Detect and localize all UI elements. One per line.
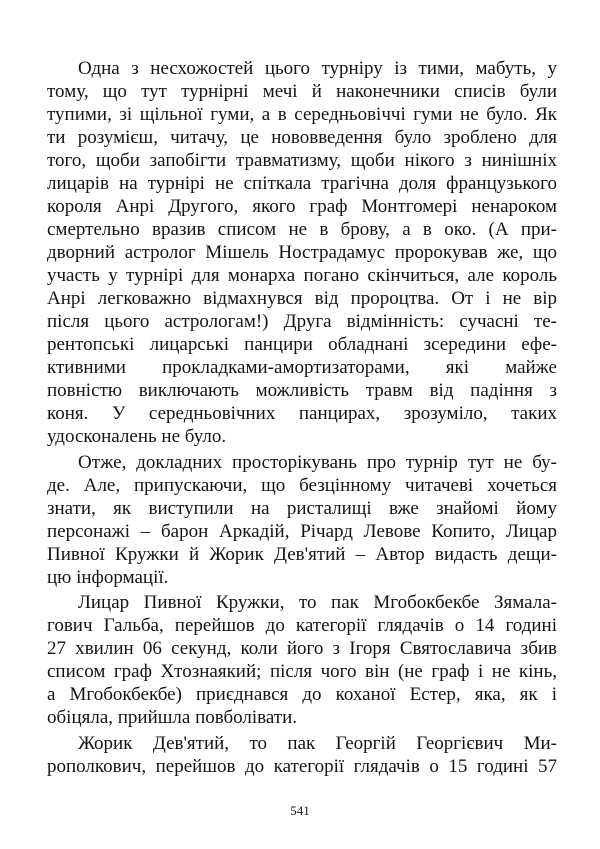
- text-line: Лицар Пивної Кружки, то пак Мгобокбекбе Зямала-: [78, 592, 557, 613]
- text-line: цю інформації.: [47, 567, 169, 588]
- text-line: тупими, зі щільної гуми, а в середньовіччі гуми не було. Як: [47, 104, 557, 125]
- text-line: ти розумієш, читачу, це нововведення було зроблено для: [47, 127, 557, 148]
- text-line: списом граф Хтознаякий; після чого він (не граф і не кінь,: [47, 661, 557, 682]
- text-line: де. Але, припускаючи, що безцінному читачеві хочеться: [47, 475, 557, 496]
- text-line: того, щоби запобігти травматизму, щоби нікого з нинішніх: [47, 150, 557, 171]
- text-line: Одна з несхожостей цього турніру із тими, мабуть, у: [78, 58, 557, 79]
- text-line: після цього астрологам!) Друга відмінність: сучасні те-: [47, 311, 557, 332]
- text-line: участь у турнірі для монарха погано скінчиться, але король: [47, 265, 557, 286]
- text-line: персонажі – барон Аркадій, Річард Левове Копито, Лицар: [47, 521, 557, 542]
- text-line: ктивними прокладками-амортизаторами, які майже: [47, 357, 557, 378]
- text-line: тому, що тут турнірні мечі й наконечники списів були: [47, 81, 557, 102]
- text-line: дворний астролог Мішель Нострадамус пророкував же, що: [47, 242, 557, 263]
- text-line: Жорик Дев'ятий, то пак Георгій Георгієвич Ми-: [78, 733, 557, 754]
- text-line: Отже, докладних просторікувань про турнір тут не бу-: [78, 452, 557, 473]
- text-line: повністю виключають можливість травм від падіння з: [47, 380, 557, 401]
- text-line: Пивної Кружки й Жорик Дев'ятий – Автор видасть дещи-: [47, 544, 557, 565]
- text-line: знати, як виступили на ристалищі вже знайомі йому: [47, 498, 557, 519]
- text-line: смертельно вразив списом не в брову, а в око. (А при-: [47, 219, 557, 240]
- text-line: коня. У середньовічних панцирах, зрозуміло, таких: [47, 403, 557, 424]
- text-line: 27 хвилин 06 секунд, коли його з Ігоря Святославича збив: [47, 638, 557, 659]
- text-line: короля Анрі Другого, якого граф Монтгомері ненароком: [47, 196, 557, 217]
- page-number: 541: [290, 803, 310, 818]
- text-line: лицарів на турнірі не спіткала трагічна доля французького: [47, 173, 557, 194]
- text-line: удосконалень не було.: [47, 426, 227, 447]
- text-line: Анрі легковажно відмахнувся від пророцтва. От і не вір: [47, 288, 557, 309]
- text-line: рополкович, перейшов до категорії глядачів о 15 годині 57: [47, 756, 557, 777]
- text-line: рентопські лицарські панцири обладнані зсередини ефе-: [47, 334, 557, 355]
- text-line: обіцяла, прийшла повболівати.: [47, 707, 298, 728]
- text-line: гович Гальба, перейшов до категорії глядачів о 14 годині: [47, 615, 557, 636]
- text-line: а Мгобокбекбе) приєднався до коханої Естер, яка, як і: [47, 684, 557, 705]
